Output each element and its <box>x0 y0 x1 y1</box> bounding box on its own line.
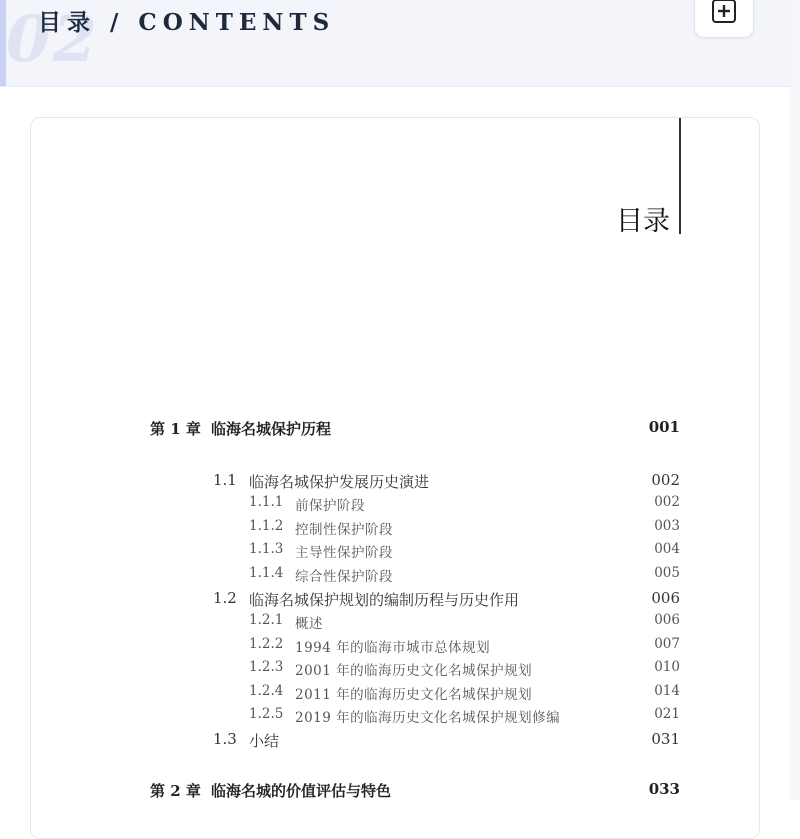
toc-entry-page: 005 <box>654 565 680 581</box>
toc-entry-page: 002 <box>651 471 680 489</box>
toc-chapter-entry[interactable] <box>0 418 790 442</box>
toc-heading: 目录 <box>616 206 670 237</box>
toc-entry[interactable] <box>0 730 790 754</box>
toc-entry-page: 007 <box>654 636 680 652</box>
toc-entry-num: 1.1.4 <box>249 565 284 581</box>
toc-entry-num: 1.2.3 <box>249 659 284 675</box>
toc-entry-title: 临海名城的价值评估与特色 <box>211 782 392 800</box>
toc-entry-page: 001 <box>648 418 680 436</box>
toc-entry-page: 002 <box>654 494 680 510</box>
toc-entry[interactable] <box>0 518 790 542</box>
toc-entry-page: 014 <box>654 683 680 699</box>
toc-entry[interactable] <box>0 494 790 518</box>
toc-entry-title: 临海名城保护规划的编制历程与历史作用 <box>249 591 520 609</box>
section-header <box>0 0 790 87</box>
toc-entry-title: 2001 年的临海历史文化名城保护规划 <box>295 663 533 679</box>
toc-entry-title: 2011 年的临海历史文化名城保护规划 <box>295 687 533 703</box>
toc-entry-title: 2019 年的临海历史文化名城保护规划修编 <box>295 710 561 726</box>
toc-entry-num: 1.2.2 <box>249 636 284 652</box>
toc-entry-num: 第 1 章 <box>150 420 201 438</box>
toc-entry-title: 前保护阶段 <box>295 498 365 514</box>
toc-entry-num: 1.1.1 <box>249 494 284 510</box>
toc-entry[interactable] <box>0 471 790 495</box>
toc-entry-title: 1994 年的临海市城市总体规划 <box>295 640 491 656</box>
toc-entry-title: 主导性保护阶段 <box>295 545 393 561</box>
toc-entry-title: 小结 <box>249 732 280 750</box>
toc-entry-page: 021 <box>654 706 680 722</box>
toc-entry[interactable] <box>0 683 790 707</box>
scrollbar-track[interactable] <box>790 0 800 800</box>
toc-entry-page: 010 <box>654 659 680 675</box>
toc-entry-num: 1.1.3 <box>249 541 284 557</box>
toc-entry[interactable] <box>0 589 790 613</box>
toc-entry[interactable] <box>0 565 790 589</box>
toc-entry[interactable] <box>0 706 790 730</box>
heading-rule <box>679 118 681 234</box>
toc-entry-title: 控制性保护阶段 <box>295 522 393 538</box>
toc-entry[interactable] <box>0 612 790 636</box>
toc-entry-page: 003 <box>654 518 680 534</box>
toc-entry-title: 综合性保护阶段 <box>295 569 393 585</box>
toc-entry-page: 006 <box>654 612 680 628</box>
toc-entry-num: 1.2.4 <box>249 683 284 699</box>
toc-entry[interactable] <box>0 659 790 683</box>
toc-entry-num: 1.1 <box>213 471 237 489</box>
toc-entry-title: 临海名城保护发展历史演进 <box>249 473 430 491</box>
add-button[interactable] <box>694 0 754 38</box>
toc-entry[interactable] <box>0 541 790 565</box>
toc-entry-page: 004 <box>654 541 680 557</box>
toc-entry[interactable] <box>0 636 790 660</box>
section-title: 目录 / CONTENTS <box>38 9 336 36</box>
toc-entry-num: 1.2.1 <box>249 612 284 628</box>
toc-entry-page: 031 <box>651 730 680 748</box>
toc-chapter-entry[interactable] <box>0 780 790 804</box>
toc-entry-num: 1.2 <box>213 589 237 607</box>
toc-entry-num: 1.1.2 <box>249 518 284 534</box>
toc-entry-title: 概述 <box>295 616 323 632</box>
toc-entry-page: 006 <box>651 589 680 607</box>
plus-square-icon <box>711 0 737 24</box>
toc-entry-title: 临海名城保护历程 <box>211 420 332 438</box>
toc-entry-num: 1.3 <box>213 730 237 748</box>
toc-entry-num: 第 2 章 <box>150 782 201 800</box>
toc-entry-page: 033 <box>648 780 680 798</box>
toc-entry-num: 1.2.5 <box>249 706 284 722</box>
section-number-watermark: 02 <box>6 2 100 77</box>
